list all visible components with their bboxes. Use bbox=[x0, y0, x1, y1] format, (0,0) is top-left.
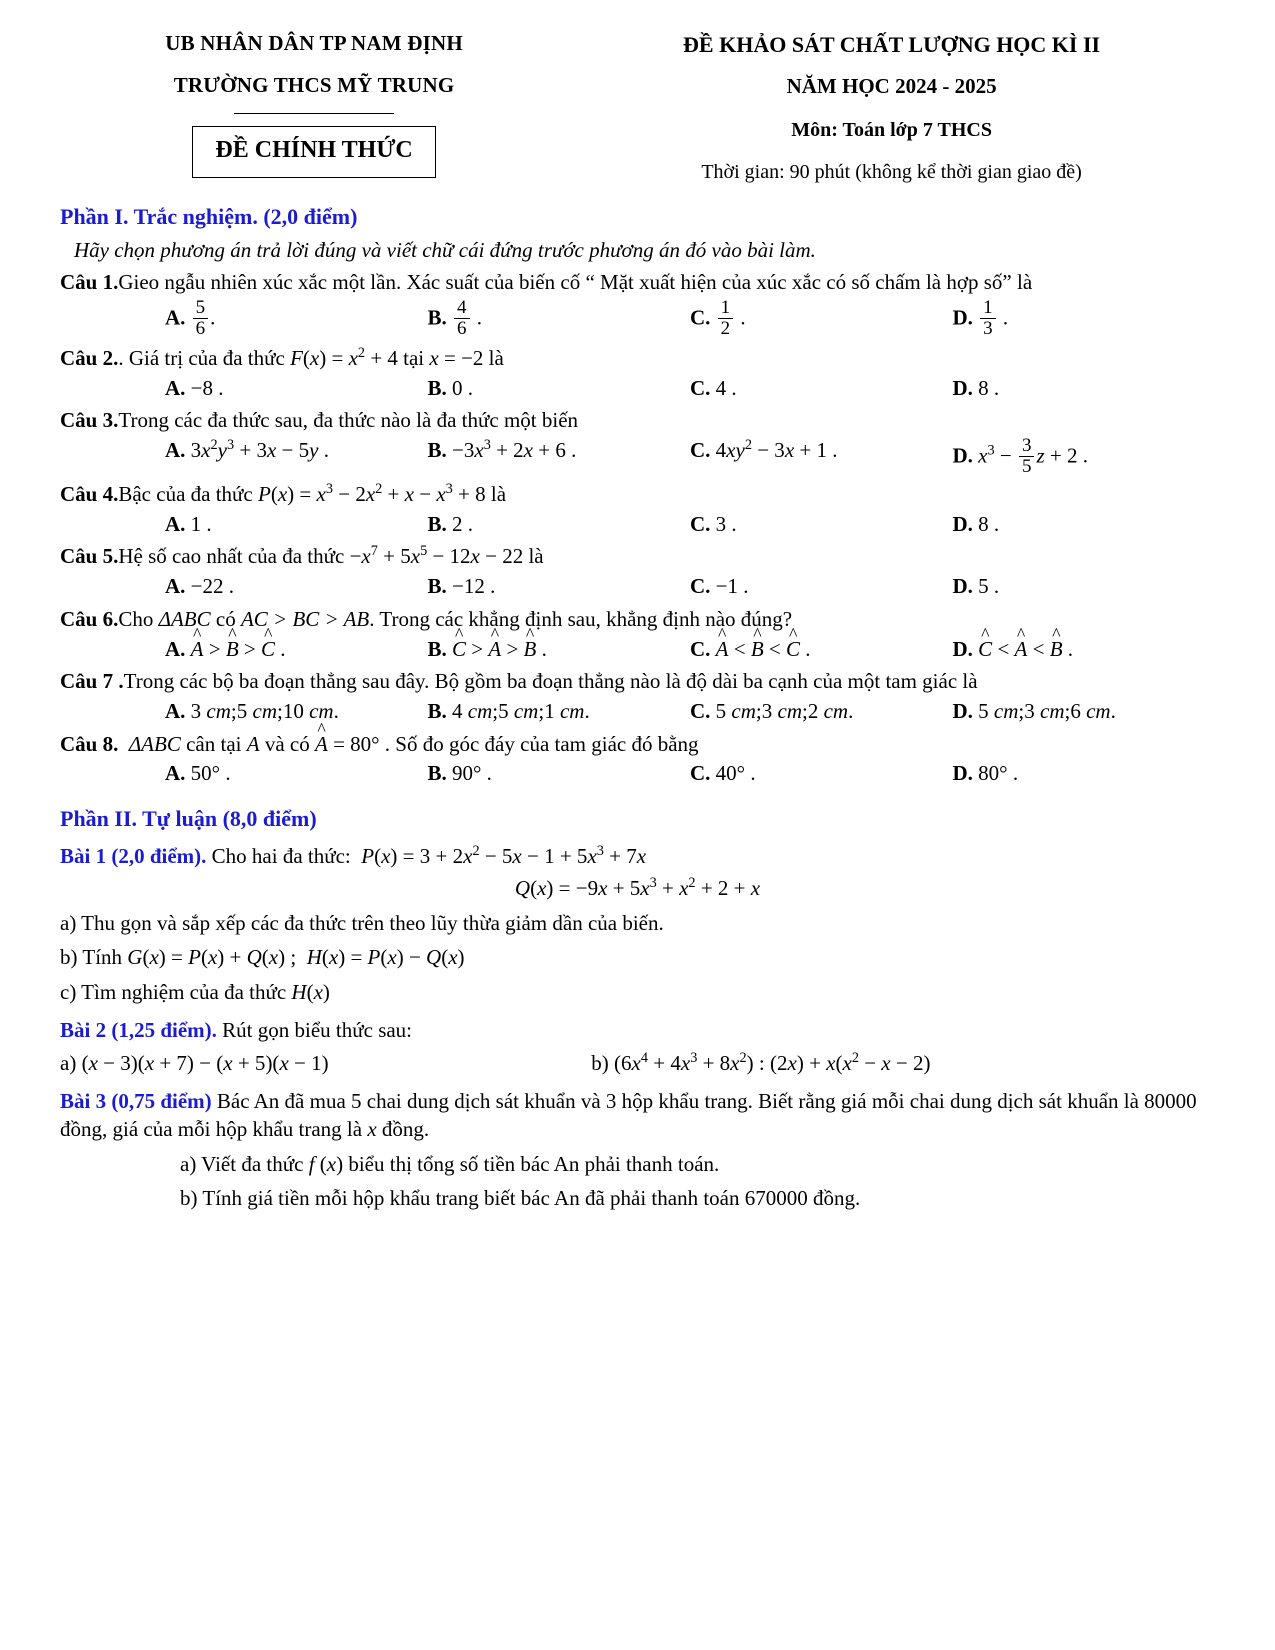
exercise-1-part-b: b) Tính G(x) = P(x) + Q(x) ; H(x) = P(x) − Q(x) bbox=[60, 945, 465, 970]
option-8-c: C. 40° . bbox=[690, 761, 756, 786]
exercise-3-part-b: b) Tính giá tiền mỗi hộp khẩu trang biết bác An đã phải thanh toán 670000 đồng. bbox=[180, 1186, 861, 1211]
option-6-a: A. ^ A > ^ B > ^ C . bbox=[165, 636, 428, 664]
question-1-options bbox=[60, 299, 1215, 340]
header-right-block bbox=[568, 22, 1215, 186]
question-3 bbox=[60, 407, 1215, 435]
official-exam-badge: ĐỀ CHÍNH THỨC bbox=[192, 126, 435, 178]
exercise-3 bbox=[60, 1088, 1215, 1143]
question-8-text: ΔABC cân tại A và có ^ A = 80° . Số đo góc đáy của tam giác đó bằng bbox=[118, 732, 698, 756]
option-6-b: B. ^ C > ^ A > ^ B . bbox=[428, 636, 691, 664]
option-5-b: B. −12 . bbox=[427, 574, 496, 599]
document-header bbox=[60, 22, 1215, 186]
exercise-3-part-a: a) Viết đa thức f (x) biểu thị tổng số tiền bác An phải thanh toán. bbox=[180, 1151, 720, 1176]
option-1-b: B. $\frac{4}{6}$ . bbox=[427, 297, 483, 339]
question-2-label: Câu 2. bbox=[60, 345, 119, 370]
option-6-c: C. ^ A < ^ B < ^ C . bbox=[690, 636, 953, 664]
question-7-label: Câu 7 . bbox=[60, 669, 124, 694]
question-4-options bbox=[60, 511, 1215, 539]
exercise-2-lead: Rút gọn biểu thức sau: bbox=[216, 1017, 413, 1042]
question-5 bbox=[60, 543, 1215, 571]
subject-line: Môn: Toán lớp 7 THCS bbox=[791, 118, 992, 141]
option-7-d: D. 5 cm;3 cm;6 cm. bbox=[952, 698, 1116, 723]
exercise-3-label: Bài 3 (0,75 điểm) bbox=[60, 1089, 212, 1114]
question-8 bbox=[60, 731, 1215, 759]
option-8-d: D. 80° . bbox=[952, 761, 1019, 786]
exercise-1-part-c: c) Tìm nghiệm của đa thức H(x) bbox=[60, 980, 330, 1004]
question-1-text: Gieo ngẫu nhiên xúc xắc một lần. Xác suất của biến cố “ Mặt xuất hiện của xúc xắc có số chấm là hợp số” là bbox=[118, 270, 1033, 295]
exercise-2-parts bbox=[60, 1050, 1215, 1078]
question-7 bbox=[60, 668, 1215, 696]
question-8-label: Câu 8. bbox=[60, 731, 119, 756]
exercise-1-poly-q: $Q(x) = -9x + 5x^3 + x^2 + 2 + x$ bbox=[514, 874, 761, 900]
option-5-c: C. −1 . bbox=[690, 574, 749, 599]
option-4-a: A. 1 . bbox=[165, 511, 212, 536]
exercise-2-label: Bài 2 (1,25 điểm). bbox=[60, 1017, 217, 1042]
duration-line: Thời gian: 90 phút (không kể thời gian giao đề) bbox=[701, 161, 1082, 184]
option-5-a: A. −22 . bbox=[165, 574, 235, 599]
option-2-c: C. 4 . bbox=[690, 375, 737, 400]
option-8-b: B. 90° . bbox=[427, 761, 492, 786]
question-4 bbox=[60, 481, 1215, 509]
question-5-label: Câu 5. bbox=[60, 544, 119, 569]
question-8-options bbox=[60, 760, 1215, 788]
option-1-c: C. $\frac{1}{2}$ . bbox=[690, 297, 746, 339]
part-1-instruction: Hãy chọn phương án trả lời đúng và viết chữ cái đứng trước phương án đó vào bài làm. bbox=[74, 237, 816, 262]
school-name: TRƯỜNG THCS MỸ TRUNG bbox=[173, 72, 455, 97]
header-left-block bbox=[60, 22, 568, 186]
exercise-2-part-a: a) (x − 3)(x + 7) − (x + 5)(x − 1) bbox=[60, 1051, 329, 1076]
question-2-text: . Giá trị của đa thức $F(x) = x^2 + 4$ tại x = −2 là bbox=[118, 344, 504, 370]
exercise-2 bbox=[60, 1017, 1215, 1045]
option-3-a: A. $3x^2y^3 + 3x - 5y$ . bbox=[165, 437, 329, 463]
option-6-d: D. ^ C < ^ A < ^ B . bbox=[953, 636, 1216, 664]
exercise-1-lead: Cho hai đa thức: $P(x) = 3 + 2x^2 - 5x - 1 + 5x^3 + 7x$ bbox=[206, 843, 647, 869]
question-3-options bbox=[60, 437, 1215, 478]
option-4-b: B. 2 . bbox=[427, 511, 474, 536]
question-4-label: Câu 4. bbox=[60, 481, 119, 506]
option-3-b: B. $-3x^3 + 2x + 6$ . bbox=[427, 437, 577, 463]
issuing-authority: UB NHÂN DÂN TP NAM ĐỊNH bbox=[165, 31, 463, 55]
question-3-text: Trong các đa thức sau, đa thức nào là đa thức một biến bbox=[118, 408, 579, 433]
exercise-1-label: Bài 1 (2,0 điểm). bbox=[60, 844, 207, 869]
header-divider bbox=[234, 113, 394, 114]
part-2-title: Phần II. Tự luận (8,0 điểm) bbox=[60, 806, 317, 832]
option-3-c: C. $4xy^2 - 3x + 1$ . bbox=[690, 437, 838, 463]
question-1 bbox=[60, 269, 1215, 297]
option-1-a: A. $\frac{5}{6}$ . bbox=[165, 297, 216, 339]
exam-title: ĐỀ KHẢO SÁT CHẤT LƯỢNG HỌC KÌ II bbox=[683, 32, 1101, 57]
exercise-3-text: Bác An đã mua 5 chai dung dịch sát khuẩn và 3 hộp khẩu trang. Biết rằng giá mỗi chai dung dịch sát khuẩn là 80000 đồng, giá của mỗi hộp khẩu trang là x đồng. bbox=[60, 1089, 1197, 1141]
option-2-a: A. −8 . bbox=[165, 375, 224, 400]
question-5-text: Hệ số cao nhất của đa thức $-x^7 + 5x^5 - 12x - 22$ là bbox=[118, 543, 544, 569]
option-7-b: B. 4 cm;5 cm;1 cm. bbox=[427, 698, 590, 723]
question-6-label: Câu 6. bbox=[60, 606, 119, 631]
exercise-1-part-a: a) Thu gọn và sắp xếp các đa thức trên theo lũy thừa giảm dần của biến. bbox=[60, 910, 664, 935]
school-year: NĂM HỌC 2024 - 2025 bbox=[786, 74, 997, 99]
question-3-label: Câu 3. bbox=[60, 408, 119, 433]
option-7-c: C. 5 cm;3 cm;2 cm. bbox=[690, 698, 854, 723]
part-1-title: Phần I. Trắc nghiệm. (2,0 điểm) bbox=[60, 203, 358, 229]
question-6-text: Cho ΔABC có AC > BC > AB. Trong các khẳng định sau, khẳng định nào đúng? bbox=[118, 606, 793, 631]
option-8-a: A. 50° . bbox=[165, 761, 231, 786]
exercise-2-part-b: b) $(6x^4 + 4x^3 + 8x^2)$ : $(2x) + x(x^2 - x - 2)$ bbox=[591, 1050, 931, 1076]
question-2 bbox=[60, 345, 1215, 373]
question-4-text: Bậc của đa thức $P(x) = x^3 - 2x^2 + x - x^3 + 8$ là bbox=[118, 480, 507, 506]
question-1-label: Câu 1. bbox=[60, 270, 119, 295]
option-7-a: A. 3 cm;5 cm;10 cm. bbox=[165, 698, 339, 723]
option-1-d: D. $\frac{1}{3}$ . bbox=[952, 297, 1009, 339]
option-2-b: B. 0 . bbox=[427, 375, 474, 400]
question-5-options bbox=[60, 573, 1215, 601]
option-2-d: D. 8 . bbox=[952, 375, 1000, 400]
question-7-options bbox=[60, 698, 1215, 726]
question-6-options bbox=[60, 636, 1215, 664]
question-7-text: Trong các bộ ba đoạn thẳng sau đây. Bộ gồm ba đoạn thẳng nào là độ dài ba cạnh của một tam giác là bbox=[123, 669, 978, 694]
option-5-d: D. 5 . bbox=[952, 574, 1000, 599]
option-3-d: D. $x^3$ − $\frac{3}{5}$ z + 2 . bbox=[952, 435, 1089, 477]
option-4-d: D. 8 . bbox=[952, 511, 1000, 536]
option-4-c: C. 3 . bbox=[690, 511, 737, 536]
question-2-options bbox=[60, 375, 1215, 403]
exercise-1 bbox=[60, 843, 1215, 871]
